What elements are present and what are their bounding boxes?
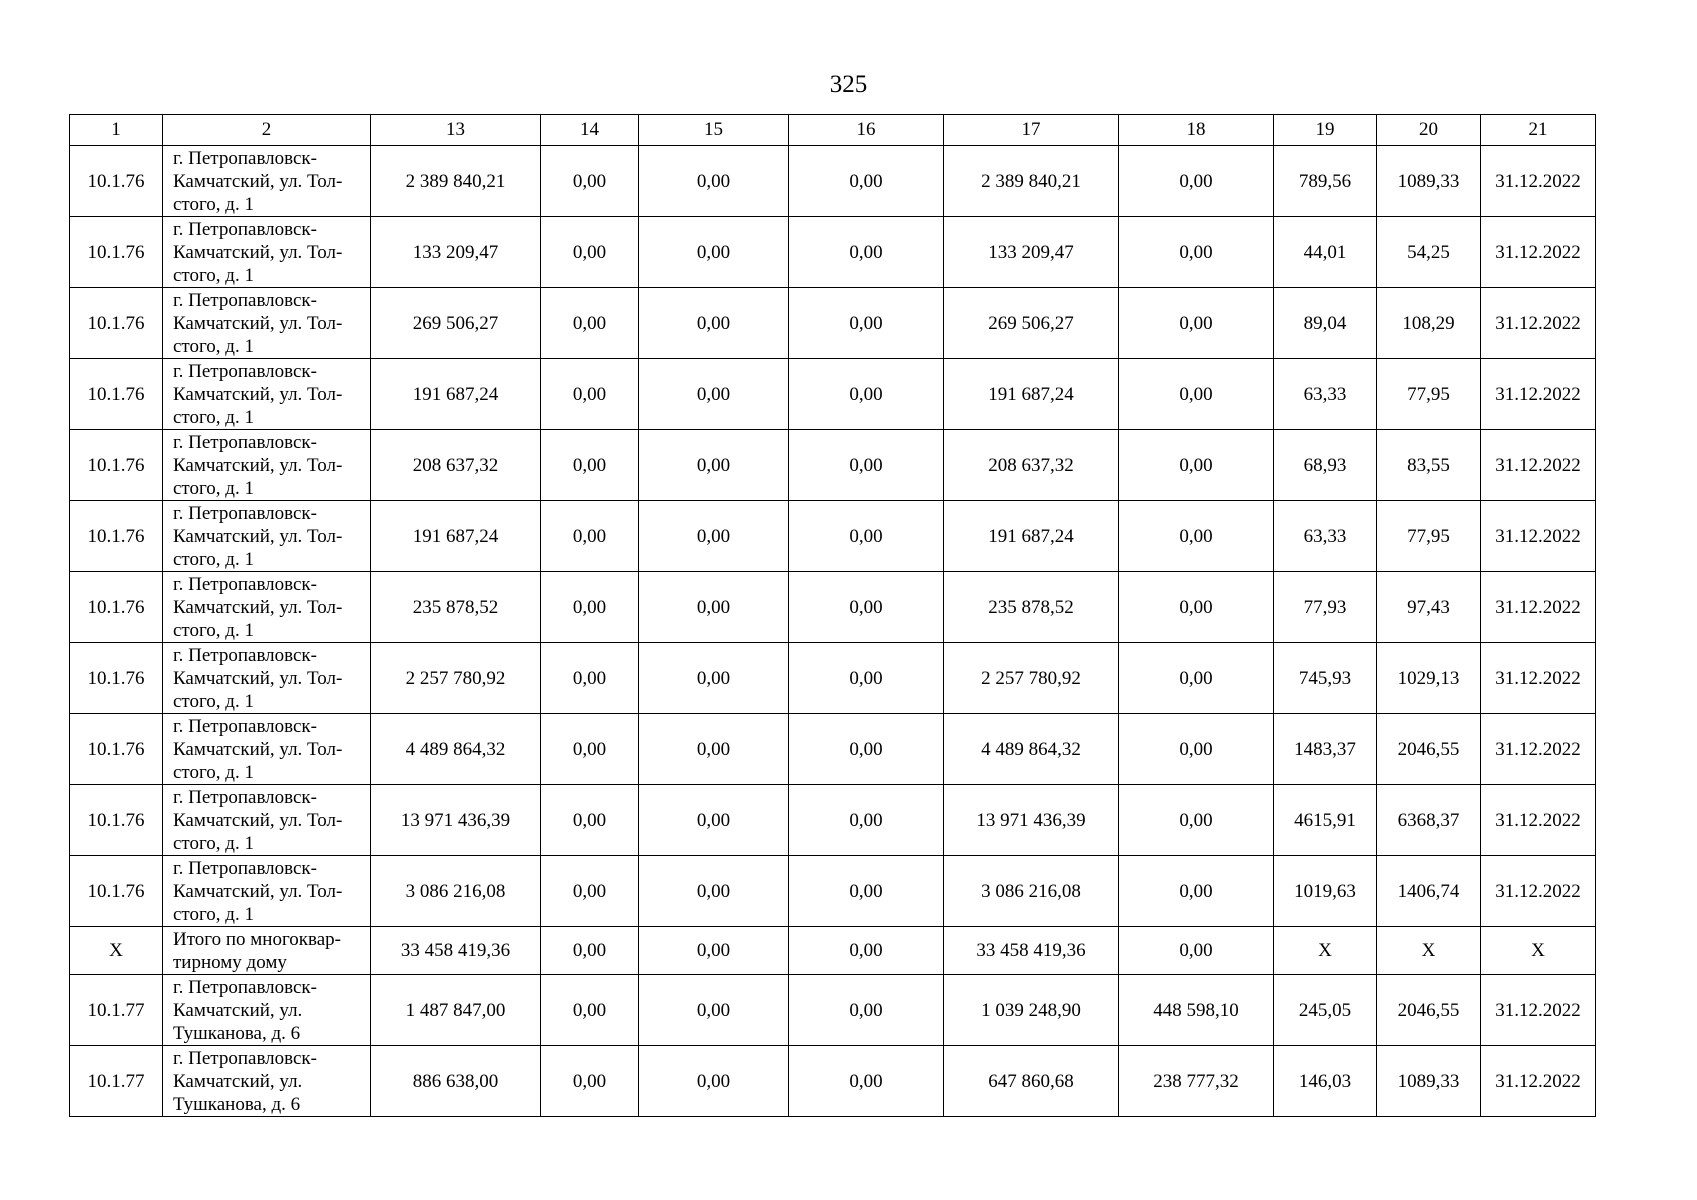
cell-col-21: 31.12.2022 [1481,856,1596,927]
cell-col-20: 54,25 [1377,217,1481,288]
cell-col-2: г. Петропавловск- Камчатский, ул. Тушканова, д. 6 [163,975,371,1046]
cell-col-1: 10.1.76 [70,146,163,217]
cell-col-20: 6368,37 [1377,785,1481,856]
cell-col-17: 191 687,24 [944,501,1119,572]
cell-col-21: 31.12.2022 [1481,430,1596,501]
cell-col-18: 0,00 [1119,927,1274,975]
header-cell-col-1: 1 [70,115,163,146]
cell-col-21: 31.12.2022 [1481,1046,1596,1117]
cell-col-19: 63,33 [1274,501,1377,572]
cell-col-13: 886 638,00 [371,1046,541,1117]
cell-col-19: 89,04 [1274,288,1377,359]
cell-col-14: 0,00 [541,146,639,217]
cell-col-21: 31.12.2022 [1481,785,1596,856]
cell-col-16: 0,00 [789,288,944,359]
cell-col-13: 208 637,32 [371,430,541,501]
cell-col-16: 0,00 [789,643,944,714]
table-row [70,714,1596,785]
cell-col-16: 0,00 [789,975,944,1046]
cell-col-14: 0,00 [541,288,639,359]
cell-col-20: 77,95 [1377,359,1481,430]
cell-col-17: 235 878,52 [944,572,1119,643]
cell-col-13: 3 086 216,08 [371,856,541,927]
cell-col-14: 0,00 [541,501,639,572]
header-cell-col-18: 18 [1119,115,1274,146]
cell-col-15: 0,00 [639,501,789,572]
cell-col-19: 146,03 [1274,1046,1377,1117]
cell-col-13: 235 878,52 [371,572,541,643]
cell-col-19: 245,05 [1274,975,1377,1046]
table-row [70,359,1596,430]
cell-col-13: 133 209,47 [371,217,541,288]
table-body [70,115,1596,1117]
table-row [70,572,1596,643]
cell-col-20: 83,55 [1377,430,1481,501]
header-cell-col-21: 21 [1481,115,1596,146]
cell-col-1: 10.1.76 [70,501,163,572]
cell-col-21: 31.12.2022 [1481,975,1596,1046]
cell-col-15: 0,00 [639,714,789,785]
cell-col-17: 2 389 840,21 [944,146,1119,217]
table-row [70,430,1596,501]
cell-col-1: 10.1.76 [70,785,163,856]
header-cell-col-19: 19 [1274,115,1377,146]
cell-col-16: 0,00 [789,1046,944,1117]
cell-col-16: 0,00 [789,146,944,217]
cell-col-19: 4615,91 [1274,785,1377,856]
cell-col-15: 0,00 [639,146,789,217]
table-row [70,1046,1596,1117]
cell-col-15: 0,00 [639,975,789,1046]
table-row [70,643,1596,714]
header-row [70,115,1596,146]
cell-col-13: 13 971 436,39 [371,785,541,856]
cell-col-21: 31.12.2022 [1481,643,1596,714]
cell-col-17: 269 506,27 [944,288,1119,359]
cell-col-1: 10.1.76 [70,856,163,927]
cell-col-16: 0,00 [789,714,944,785]
cell-col-18: 0,00 [1119,217,1274,288]
table-row [70,288,1596,359]
table-row [70,975,1596,1046]
cell-col-21: 31.12.2022 [1481,501,1596,572]
cell-col-18: 0,00 [1119,288,1274,359]
cell-col-15: 0,00 [639,572,789,643]
cell-col-20: 2046,55 [1377,975,1481,1046]
cell-col-16: 0,00 [789,927,944,975]
cell-col-19: 745,93 [1274,643,1377,714]
cell-col-17: 1 039 248,90 [944,975,1119,1046]
cell-col-15: 0,00 [639,643,789,714]
cell-col-21: 31.12.2022 [1481,146,1596,217]
cell-col-18: 448 598,10 [1119,975,1274,1046]
cell-col-17: 33 458 419,36 [944,927,1119,975]
cell-col-16: 0,00 [789,856,944,927]
cell-col-18: 0,00 [1119,856,1274,927]
cell-col-14: 0,00 [541,856,639,927]
cell-col-2: г. Петропавловск- Камчатский, ул. Тол- стого, д. 1 [163,643,371,714]
cell-col-13: 2 389 840,21 [371,146,541,217]
cell-col-15: 0,00 [639,430,789,501]
cell-col-20: 77,95 [1377,501,1481,572]
cell-col-17: 208 637,32 [944,430,1119,501]
cell-col-20: 2046,55 [1377,714,1481,785]
cell-col-14: 0,00 [541,217,639,288]
cell-col-2: г. Петропавловск- Камчатский, ул. Тол- стого, д. 1 [163,856,371,927]
cell-col-21: 31.12.2022 [1481,359,1596,430]
cell-col-21: 31.12.2022 [1481,572,1596,643]
cell-col-18: 0,00 [1119,714,1274,785]
cell-col-1: 10.1.76 [70,714,163,785]
cell-col-1: 10.1.77 [70,975,163,1046]
cell-col-15: 0,00 [639,217,789,288]
cell-col-1: 10.1.76 [70,430,163,501]
header-cell-col-16: 16 [789,115,944,146]
header-cell-col-14: 14 [541,115,639,146]
cell-col-2: г. Петропавловск- Камчатский, ул. Тол- стого, д. 1 [163,146,371,217]
cell-col-14: 0,00 [541,714,639,785]
cell-col-15: 0,00 [639,785,789,856]
cell-col-2: г. Петропавловск- Камчатский, ул. Тол- стого, д. 1 [163,785,371,856]
cell-col-20: 1406,74 [1377,856,1481,927]
cell-col-2: г. Петропавловск- Камчатский, ул. Тол- стого, д. 1 [163,714,371,785]
cell-col-2: г. Петропавловск- Камчатский, ул. Тол- стого, д. 1 [163,288,371,359]
cell-col-13: 1 487 847,00 [371,975,541,1046]
cell-col-14: 0,00 [541,430,639,501]
cell-col-18: 238 777,32 [1119,1046,1274,1117]
cell-col-17: 13 971 436,39 [944,785,1119,856]
cell-col-19: 44,01 [1274,217,1377,288]
cell-col-14: 0,00 [541,643,639,714]
table-row [70,785,1596,856]
cell-col-19: 77,93 [1274,572,1377,643]
cell-col-21: X [1481,927,1596,975]
cell-col-2: г. Петропавловск- Камчатский, ул. Тол- стого, д. 1 [163,430,371,501]
cell-col-20: 1089,33 [1377,146,1481,217]
cell-col-1: 10.1.76 [70,572,163,643]
cell-col-2: г. Петропавловск- Камчатский, ул. Тол- стого, д. 1 [163,572,371,643]
cell-col-17: 2 257 780,92 [944,643,1119,714]
cell-col-14: 0,00 [541,572,639,643]
cell-col-19: 1483,37 [1274,714,1377,785]
cell-col-18: 0,00 [1119,572,1274,643]
cell-col-13: 191 687,24 [371,501,541,572]
cell-col-19: 1019,63 [1274,856,1377,927]
cell-col-20: 1089,33 [1377,1046,1481,1117]
cell-col-2: г. Петропавловск- Камчатский, ул. Тол- стого, д. 1 [163,501,371,572]
cell-col-17: 647 860,68 [944,1046,1119,1117]
cell-col-19: 789,56 [1274,146,1377,217]
header-cell-col-20: 20 [1377,115,1481,146]
cell-col-14: 0,00 [541,927,639,975]
cell-col-18: 0,00 [1119,146,1274,217]
cell-col-15: 0,00 [639,288,789,359]
cell-col-14: 0,00 [541,785,639,856]
header-cell-col-13: 13 [371,115,541,146]
cell-col-2: Итого по многоквар- тирному дому [163,927,371,975]
cell-col-21: 31.12.2022 [1481,288,1596,359]
cell-col-21: 31.12.2022 [1481,714,1596,785]
cell-col-2: г. Петропавловск- Камчатский, ул. Тушканова, д. 6 [163,1046,371,1117]
table-row [70,856,1596,927]
cell-col-18: 0,00 [1119,430,1274,501]
cell-col-15: 0,00 [639,856,789,927]
cell-col-20: 97,43 [1377,572,1481,643]
cell-col-18: 0,00 [1119,643,1274,714]
cell-col-17: 4 489 864,32 [944,714,1119,785]
cell-col-1: 10.1.76 [70,643,163,714]
cell-col-16: 0,00 [789,359,944,430]
cell-col-19: 63,33 [1274,359,1377,430]
cell-col-18: 0,00 [1119,501,1274,572]
cell-col-19: X [1274,927,1377,975]
cell-col-17: 191 687,24 [944,359,1119,430]
cell-col-1: 10.1.76 [70,217,163,288]
cell-col-20: X [1377,927,1481,975]
cell-col-13: 2 257 780,92 [371,643,541,714]
cell-col-15: 0,00 [639,927,789,975]
cell-col-14: 0,00 [541,975,639,1046]
cell-col-13: 191 687,24 [371,359,541,430]
cell-col-1: 10.1.76 [70,288,163,359]
cell-col-2: г. Петропавловск- Камчатский, ул. Тол- стого, д. 1 [163,359,371,430]
cell-col-17: 133 209,47 [944,217,1119,288]
cell-col-2: г. Петропавловск- Камчатский, ул. Тол- стого, д. 1 [163,217,371,288]
cell-col-20: 1029,13 [1377,643,1481,714]
table-row [70,217,1596,288]
cell-col-18: 0,00 [1119,785,1274,856]
cell-col-16: 0,00 [789,217,944,288]
cell-col-19: 68,93 [1274,430,1377,501]
cell-col-18: 0,00 [1119,359,1274,430]
cell-col-15: 0,00 [639,1046,789,1117]
cell-col-17: 3 086 216,08 [944,856,1119,927]
cell-col-16: 0,00 [789,572,944,643]
cell-col-14: 0,00 [541,359,639,430]
table-row [70,146,1596,217]
cell-col-14: 0,00 [541,1046,639,1117]
page-number: 325 [829,71,868,98]
cell-col-13: 4 489 864,32 [371,714,541,785]
table-row [70,501,1596,572]
data-table [69,114,1596,1117]
cell-col-20: 108,29 [1377,288,1481,359]
total-row [70,927,1596,975]
header-cell-col-2: 2 [163,115,371,146]
cell-col-21: 31.12.2022 [1481,217,1596,288]
cell-col-1: X [70,927,163,975]
cell-col-16: 0,00 [789,785,944,856]
cell-col-16: 0,00 [789,501,944,572]
cell-col-16: 0,00 [789,430,944,501]
header-cell-col-15: 15 [639,115,789,146]
cell-col-13: 269 506,27 [371,288,541,359]
cell-col-15: 0,00 [639,359,789,430]
header-cell-col-17: 17 [944,115,1119,146]
cell-col-1: 10.1.76 [70,359,163,430]
cell-col-1: 10.1.77 [70,1046,163,1117]
cell-col-13: 33 458 419,36 [371,927,541,975]
